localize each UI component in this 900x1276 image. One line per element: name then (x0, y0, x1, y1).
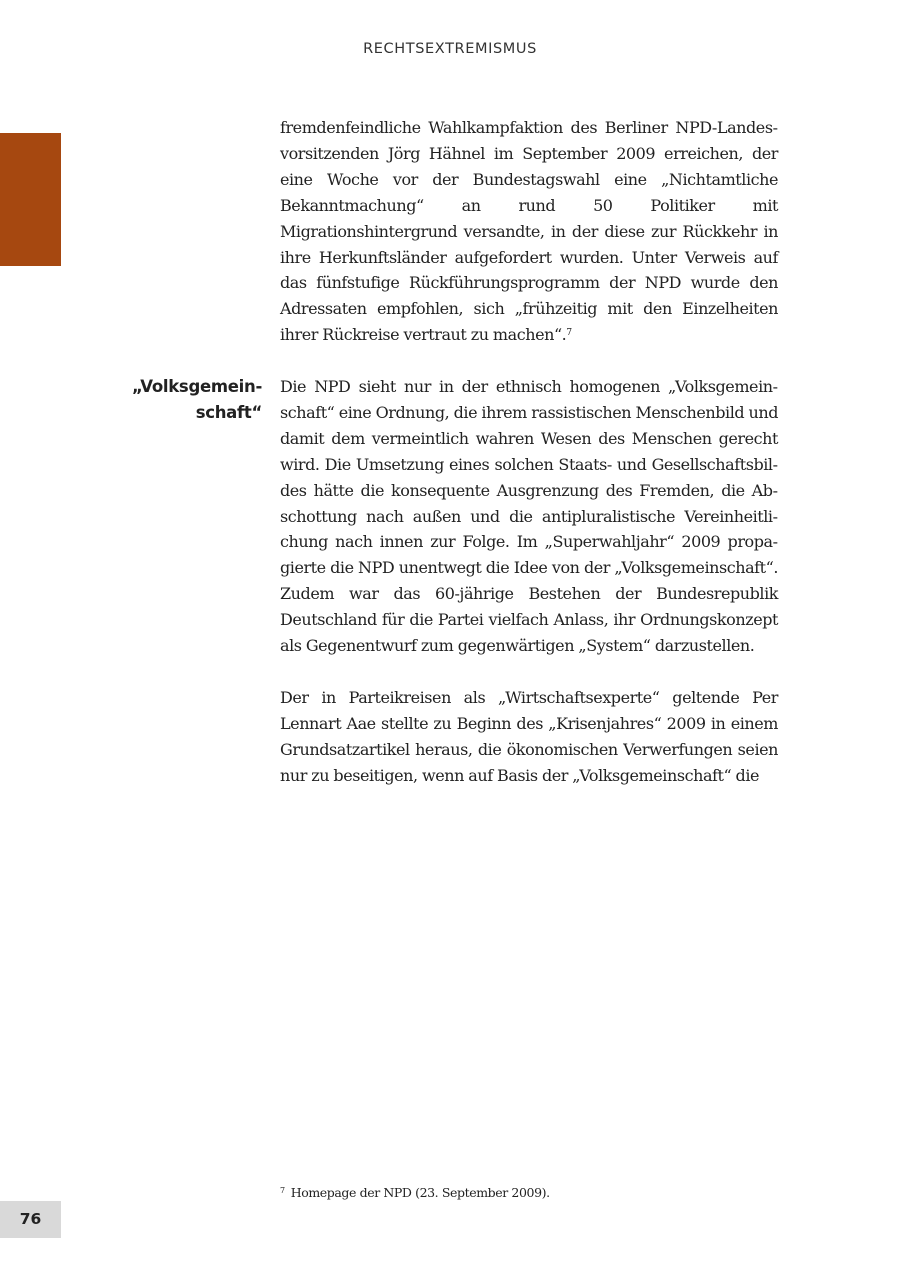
body-paragraph (280, 374, 778, 659)
side-heading-line-2: schaft“ (195, 403, 262, 422)
footnote (280, 1185, 780, 1200)
running-header: RECHTSEXTREMISMUS (363, 41, 537, 57)
footnote-reference[interactable]: 7 (566, 328, 573, 339)
page-number-box (0, 1201, 61, 1238)
paragraph-text: Die NPD sieht nur in der ethnisch homogenen „Volksgemeinschaft“ eine Ordnung, die ihrem rassistischen Menschenbild und damit dem vermeintlich wahren Wesen des Menschen gerecht wird. Die Umsetzung eines solchen Staats- und Gesellschaftsbildes hätte die konsequente Ausgrenzung des Fremden, die Abschottung nach außen und die antipluralistische Vereinheitlichung nach innen zur Folge. Im „Superwahljahr“ 2009 propagierte die NPD unentwegt die Idee von der „Volksgemeinschaft“. Zudem war das 60-jährige Bestehen der Bundesrepublik Deutschland für die Partei vielfach Anlass, ihr Ordnungskonzept (280, 377, 779, 630)
paragraph-text: Der in Parteikreisen als „Wirtschaftsexperte“ geltende Per Lennart Aae stellte zu Beginn des „Krisenjahres“ 2009 in einem Grundsatzartikel heraus, die ökonomischen Verwerfungen seien nur zu beseitigen, wenn auf Basis der „Volksgemeinschaft“ die (280, 688, 778, 785)
body-paragraph (280, 115, 778, 348)
paragraph-last-line: als Gegenentwurf zum gegenwärtigen „System“ darzustellen. (280, 636, 755, 656)
footnote-text: Homepage der NPD (23. September 2009). (290, 1185, 550, 1200)
side-heading-line-1: „Volksgemein- (132, 377, 262, 396)
footnote-marker: 7 (280, 1186, 285, 1195)
paragraph-last-line: machen“. (492, 325, 567, 345)
paragraph-text: fremdenfeindliche Wahlkampfaktion des Berliner NPD-Landesvorsitzenden Jörg Hähnel im September 2009 erreichen, der eine Woche vor der Bundestagswahl eine „Nichtamtliche Bekanntmachung“ an rund 50 Politiker mit Migrationshintergrund versandte, in der diese zur Rückkehr in ihre Herkunftsländer aufgefordert wurden. Unter Verweis auf das fünfstufige Rückführungsprogramm der NPD wurde den Adressaten empfohlen, sich „frühzeitig mit den Einzelheiten ihrer Rückreise vertraut zu (280, 118, 778, 345)
chapter-accent-bar (0, 133, 61, 266)
page-number: 76 (19, 1210, 42, 1228)
side-heading (100, 374, 262, 426)
body-paragraph (280, 685, 778, 789)
